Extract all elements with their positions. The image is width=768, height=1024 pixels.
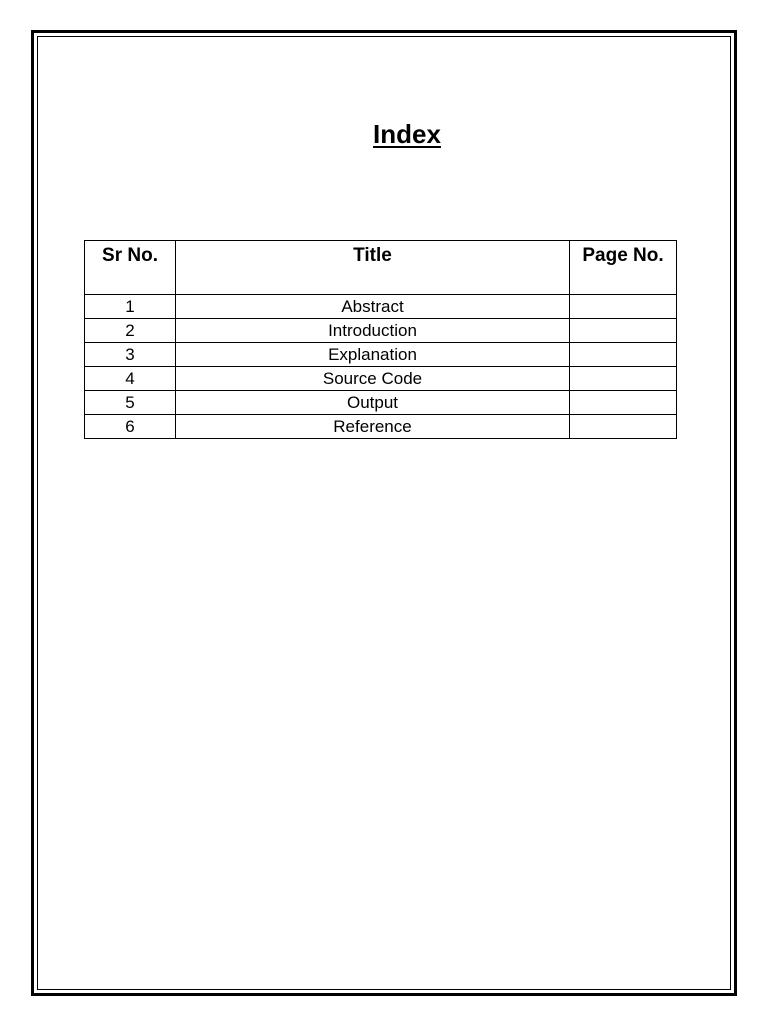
table-row xyxy=(85,391,677,415)
row-page-no xyxy=(570,367,677,391)
row-sr-no: 3 xyxy=(85,343,176,367)
table-header-row xyxy=(85,241,677,295)
table-row xyxy=(85,415,677,439)
page-border-inner xyxy=(37,36,731,990)
row-page-no xyxy=(570,415,677,439)
index-table xyxy=(84,240,677,439)
row-title: Abstract xyxy=(176,295,570,319)
row-page-no xyxy=(570,295,677,319)
header-page-no: Page No. xyxy=(570,241,677,295)
row-sr-no: 1 xyxy=(85,295,176,319)
row-sr-no: 6 xyxy=(85,415,176,439)
table-row xyxy=(85,295,677,319)
page-title: Index xyxy=(373,119,441,149)
row-sr-no: 4 xyxy=(85,367,176,391)
table-row xyxy=(85,319,677,343)
row-page-no xyxy=(570,391,677,415)
row-title: Introduction xyxy=(176,319,570,343)
row-page-no xyxy=(570,319,677,343)
row-sr-no: 5 xyxy=(85,391,176,415)
table-row xyxy=(85,343,677,367)
header-sr-no: Sr No. xyxy=(85,241,176,295)
row-title: Explanation xyxy=(176,343,570,367)
row-title: Reference xyxy=(176,415,570,439)
row-title: Output xyxy=(176,391,570,415)
row-page-no xyxy=(570,343,677,367)
header-title: Title xyxy=(176,241,570,295)
row-sr-no: 2 xyxy=(85,319,176,343)
table-row xyxy=(85,367,677,391)
row-title: Source Code xyxy=(176,367,570,391)
